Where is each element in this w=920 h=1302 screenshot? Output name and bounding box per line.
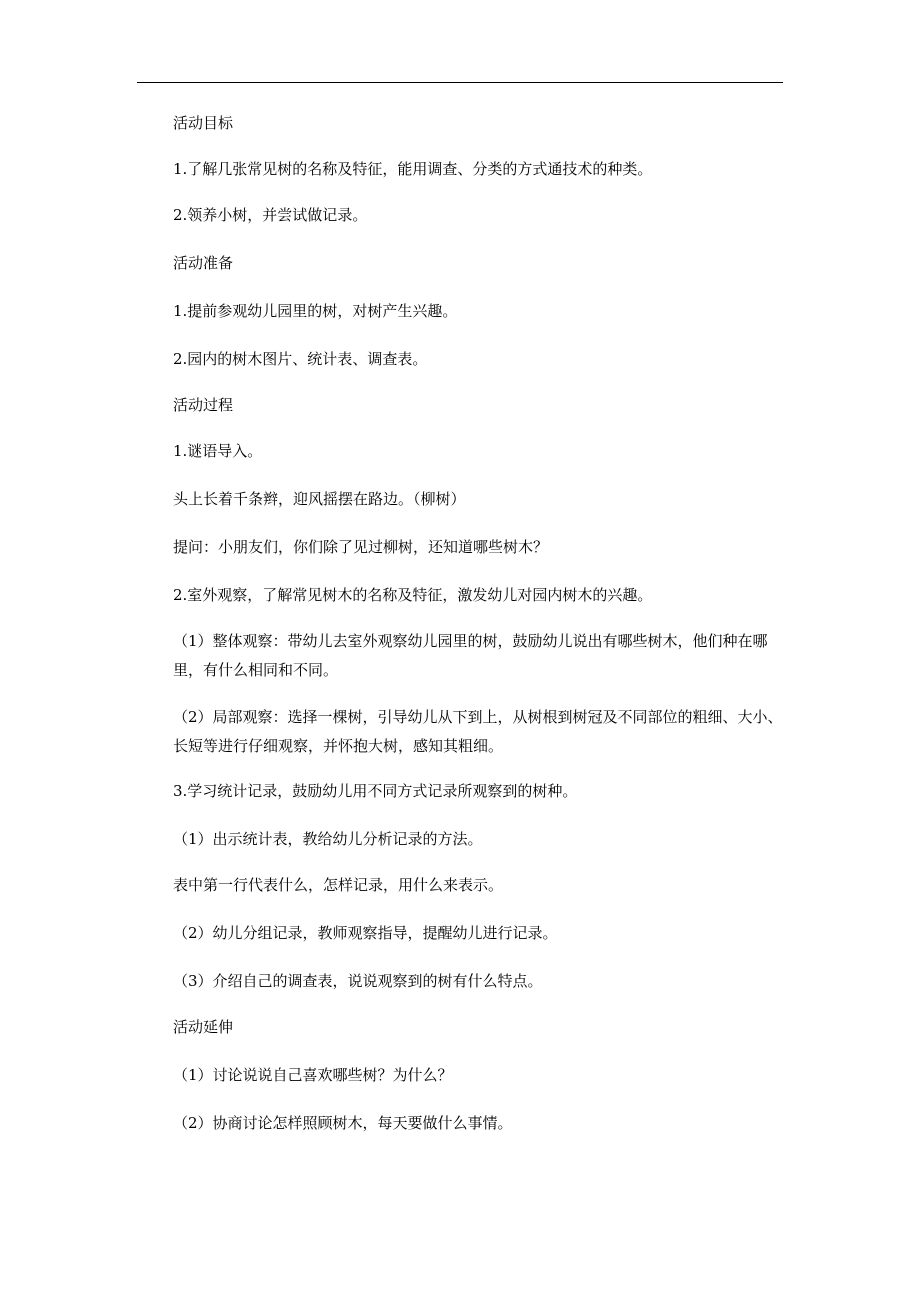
paragraph: （3）介绍自己的调查表，说说观察到的树有什么特点。: [173, 972, 543, 990]
section-heading-preparation: 活动准备: [173, 254, 234, 272]
paragraph: 3.学习统计记录，鼓励幼儿用不同方式记录所观察到的树种。: [173, 782, 578, 800]
paragraph: 2.园内的树木图片、统计表、调查表。: [173, 350, 428, 368]
paragraph-multiline: [173, 627, 783, 685]
paragraph: 2.室外观察，了解常见树木的名称及特征，激发幼儿对园内树木的兴趣。: [173, 586, 653, 604]
paragraph: 表中第一行代表什么，怎样记录，用什么来表示。: [173, 876, 504, 894]
header-rule: [137, 82, 783, 83]
paragraph-text: （1）整体观察：带幼儿去室外观察幼儿园里的树，鼓励幼儿说出有哪些树木，他们种在哪里，有什么相同和不同。: [173, 632, 768, 679]
paragraph: 1.谜语导入。: [173, 442, 263, 460]
paragraph: 1.提前参观幼儿园里的树，对树产生兴趣。: [173, 302, 458, 320]
paragraph: 头上长着千条辫，迎风摇摆在路边。（柳树）: [173, 490, 466, 508]
paragraph: （1）讨论说说自己喜欢哪些树？为什么？: [173, 1066, 453, 1084]
paragraph: 2.领养小树，并尝试做记录。: [173, 206, 368, 224]
paragraph-multiline: [173, 703, 783, 761]
paragraph: （1）出示统计表，教给幼儿分析记录的方法。: [173, 830, 483, 848]
paragraph: （2）协商讨论怎样照顾树木，每天要做什么事情。: [173, 1114, 513, 1132]
paragraph-text: （2）局部观察：选择一棵树，引导幼儿从下到上，从树根到树冠及不同部位的粗细、大小、长短等进行仔细观察，并怀抱大树，感知其粗细。: [173, 708, 783, 755]
section-heading-goals: 活动目标: [173, 114, 234, 132]
paragraph: 提问：小朋友们，你们除了见过柳树，还知道哪些树木？: [173, 538, 549, 556]
section-heading-process: 活动过程: [173, 396, 234, 414]
paragraph: （2）幼儿分组记录，教师观察指导，提醒幼儿进行记录。: [173, 924, 558, 942]
section-heading-extension: 活动延伸: [173, 1018, 234, 1036]
paragraph: 1.了解几张常见树的名称及特征，能用调查、分类的方式通技术的种类。: [173, 160, 653, 178]
